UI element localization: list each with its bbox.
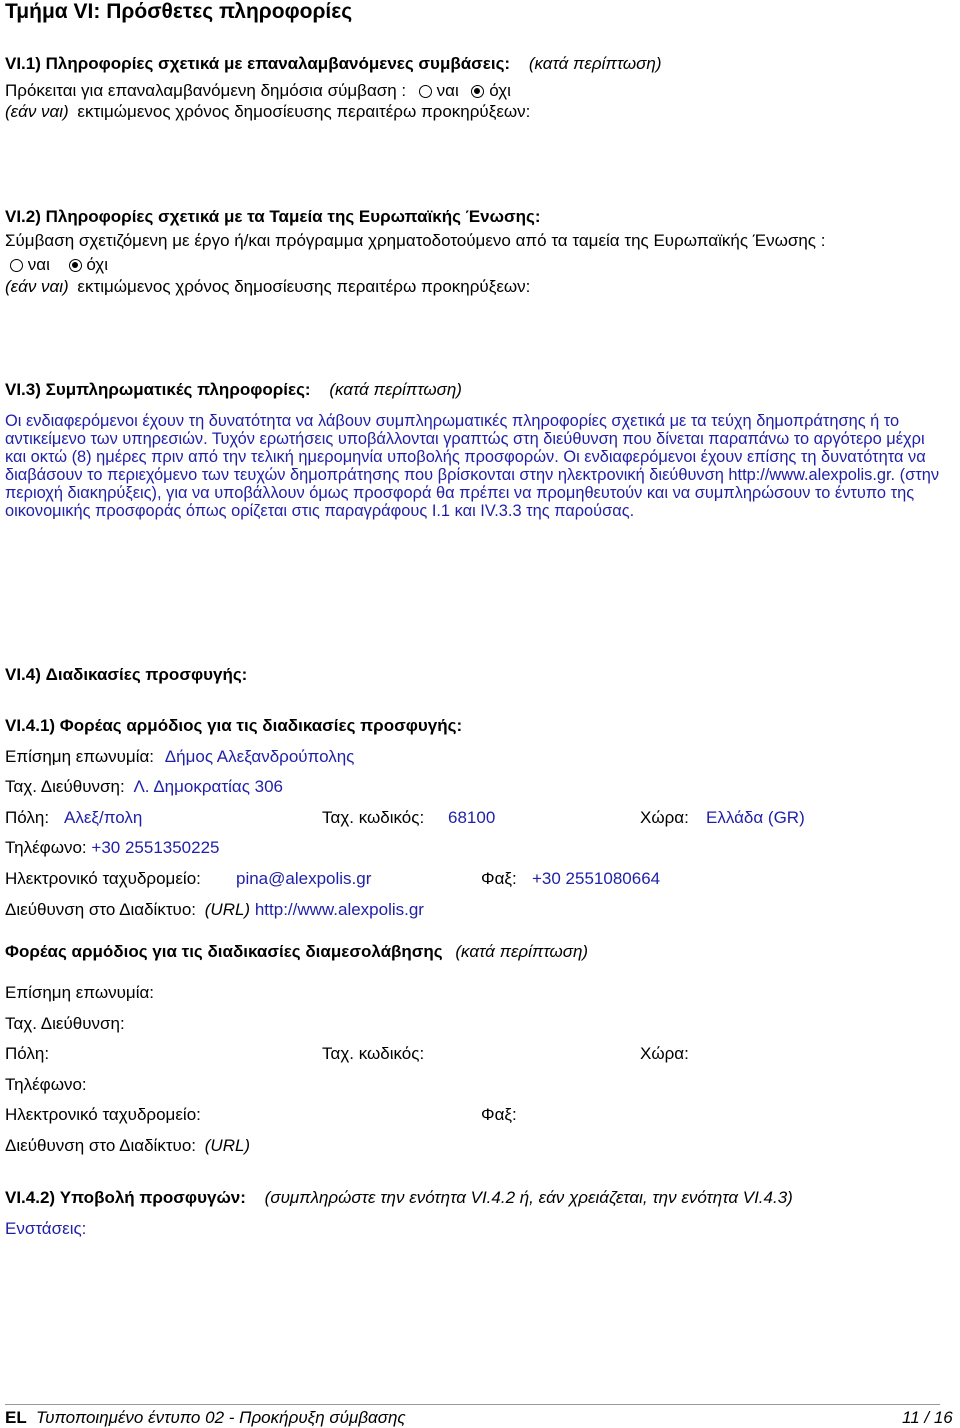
vi3-heading-line xyxy=(5,380,462,400)
vi41-address: Λ. Δημοκρατίας 306 xyxy=(133,777,283,796)
footer-rule xyxy=(5,1404,940,1405)
vi41-fax-label: Φαξ: xyxy=(481,869,517,888)
vi1-no-radio[interactable] xyxy=(471,85,484,98)
vi41-url-label: (URL) xyxy=(204,900,251,919)
vi2-heading: VI.2) Πληροφορίες σχετικά με τα Ταμεία της Ευρωπαϊκής Ένωσης: xyxy=(5,207,541,226)
vi2-if-yes: (εάν ναι) xyxy=(5,277,69,296)
vi1-question-line xyxy=(5,81,511,101)
footer-page-number: 11 / 16 xyxy=(902,1408,953,1427)
vi41-address-line xyxy=(5,777,283,797)
mediation-address-label: Ταχ. Διεύθυνση: xyxy=(5,1014,125,1033)
vi2-no-label: όχι xyxy=(86,255,109,274)
vi1-if-yes: (εάν ναι) xyxy=(5,102,69,121)
vi3-heading: VI.3) Συμπληρωματικές πληροφορίες: xyxy=(5,380,311,399)
mediation-official-name-label: Επίσημη επωνυμία: xyxy=(5,983,155,1002)
vi41-official-name-label: Επίσημη επωνυμία: xyxy=(5,747,155,766)
mediation-internet-label: Διεύθυνση στο Διαδίκτυο: xyxy=(5,1136,197,1155)
vi42-heading-line xyxy=(5,1188,793,1208)
vi41-email-label: Ηλεκτρονικό ταχυδρομείο: xyxy=(5,869,201,888)
vi41-postcode-label: Ταχ. κωδικός: xyxy=(322,808,425,827)
mediation-heading-line xyxy=(5,942,588,962)
vi1-question: Πρόκειται για επαναλαμβανόμενη δημόσια σύμβαση : xyxy=(5,81,407,100)
vi41-internet[interactable]: http://www.alexpolis.gr xyxy=(254,900,424,919)
vi41-postcode: 68100 xyxy=(448,808,496,827)
vi2-yes-label: ναι xyxy=(27,255,50,274)
vi1-yes-radio[interactable] xyxy=(419,85,432,98)
vi41-internet-label: Διεύθυνση στο Διαδίκτυο: xyxy=(5,900,197,919)
footer-form-name: Τυποποιημένο έντυπο 02 - Προκήρυξη σύμβασης xyxy=(36,1408,406,1427)
vi3-text: Οι ενδιαφερόμενοι έχουν τη δυνατότητα να λάβουν συμπληρωματικές πληροφορίες σχετικά με τα τεύχη δημοπράτησης ή το αντικείμενο των υπηρεσιών. Τυχόν ερωτήσεις υποβάλλονται γραπτώς στη διεύθυνση που δίνεται παραπάνω το αργότερο μέχρι και οκτώ (8) ημέρες πριν από την τελική ημερομηνία υποβολής προσφορών. Οι ενδιαφερόμενοι έχουν επίσης τη δυνατότητα να διαβάσουν το περιεχόμενο των τευχών δημοπράτησης που βρίσκονται στην ηλεκτρονική διεύθυνση http://www.alexpolis.gr. (στην περιοχή διακηρύξεις), για να υποβάλλουν όμως προσφορά θα πρέπει να προμηθευτούν και να συμπληρώσουν το έντυπο της οικονομικής προσφοράς όπως ορίζεται στις παραγράφους Ι.1 και IV.3.3 της παρούσας. xyxy=(5,412,940,520)
mediation-heading-note: (κατά περίπτωση) xyxy=(455,942,589,961)
mediation-email-label: Ηλεκτρονικό ταχυδρομείο: xyxy=(5,1105,201,1124)
vi2-question: Σύμβαση σχετιζόμενη με έργο ή/και πρόγραμμα χρηματοδοτούμενο από τα ταμεία της Ευρωπαϊκής Ένωσης : xyxy=(5,231,826,250)
vi41-city-label: Πόλη: xyxy=(5,808,50,827)
vi1-heading: VI.1) Πληροφορίες σχετικά με επαναλαμβανόμενες συμβάσεις: xyxy=(5,54,511,73)
vi41-official-name: Δήμος Αλεξανδρούπολης xyxy=(164,747,355,766)
mediation-url-label: (URL) xyxy=(204,1136,251,1155)
vi41-heading: VI.4.1) Φορέας αρμόδιος για τις διαδικασίες προσφυγής: xyxy=(5,716,463,735)
vi41-email[interactable]: pina@alexpolis.gr xyxy=(236,869,372,888)
vi4-heading: VI.4) Διαδικασίες προσφυγής: xyxy=(5,665,248,684)
mediation-internet-line xyxy=(5,1136,250,1156)
vi2-estimate-line xyxy=(5,277,530,297)
vi1-heading-line xyxy=(5,54,662,74)
section-title: Τμήμα VI: Πρόσθετες πληροφορίες xyxy=(5,0,353,23)
vi2-yes-radio[interactable] xyxy=(10,259,23,272)
vi42-objections: Ενστάσεις: xyxy=(5,1219,87,1238)
vi41-official-name-line xyxy=(5,747,354,767)
vi42-heading-note: (συμπληρώστε την ενότητα VI.4.2 ή, εάν χρειάζεται, την ενότητα VI.4.3) xyxy=(264,1188,793,1207)
vi41-fax: +30 2551080664 xyxy=(532,869,661,888)
vi41-address-label: Ταχ. Διεύθυνση: xyxy=(5,777,125,796)
vi2-no-radio[interactable] xyxy=(69,259,82,272)
vi1-estimate-label: εκτιμώμενος χρόνος δημοσίευσης περαιτέρω προκηρύξεων: xyxy=(77,102,531,121)
mediation-country-label: Χώρα: xyxy=(640,1044,689,1063)
vi2-estimate-label: εκτιμώμενος χρόνος δημοσίευσης περαιτέρω προκηρύξεων: xyxy=(77,277,531,296)
mediation-city-label: Πόλη: xyxy=(5,1044,50,1063)
vi41-city: Αλεξ/πολη xyxy=(64,808,143,827)
footer-lang: EL xyxy=(5,1408,27,1427)
vi41-phone-line xyxy=(5,838,220,858)
vi1-heading-note: (κατά περίπτωση) xyxy=(528,54,662,73)
vi1-estimate-line xyxy=(5,102,530,122)
vi3-heading-note: (κατά περίπτωση) xyxy=(329,380,462,399)
mediation-phone-label: Τηλέφωνο: xyxy=(5,1075,87,1094)
vi41-phone-label: Τηλέφωνο: xyxy=(5,838,87,857)
mediation-fax-label: Φαξ: xyxy=(481,1105,517,1124)
vi42-heading: VI.4.2) Υποβολή προσφυγών: xyxy=(5,1188,246,1207)
vi1-yes-label: ναι xyxy=(436,81,459,100)
vi41-phone: +30 2551350225 xyxy=(91,838,220,857)
mediation-heading: Φορέας αρμόδιος για τις διαδικασίες διαμεσολάβησης xyxy=(5,942,443,961)
page-footer xyxy=(0,1404,960,1428)
vi1-no-label: όχι xyxy=(489,81,511,100)
vi41-country: Ελλάδα (GR) xyxy=(706,808,805,827)
vi2-radio-line xyxy=(10,255,108,275)
vi41-internet-line xyxy=(5,900,424,920)
mediation-postcode-label: Ταχ. κωδικός: xyxy=(322,1044,425,1063)
vi41-country-label: Χώρα: xyxy=(640,808,689,827)
